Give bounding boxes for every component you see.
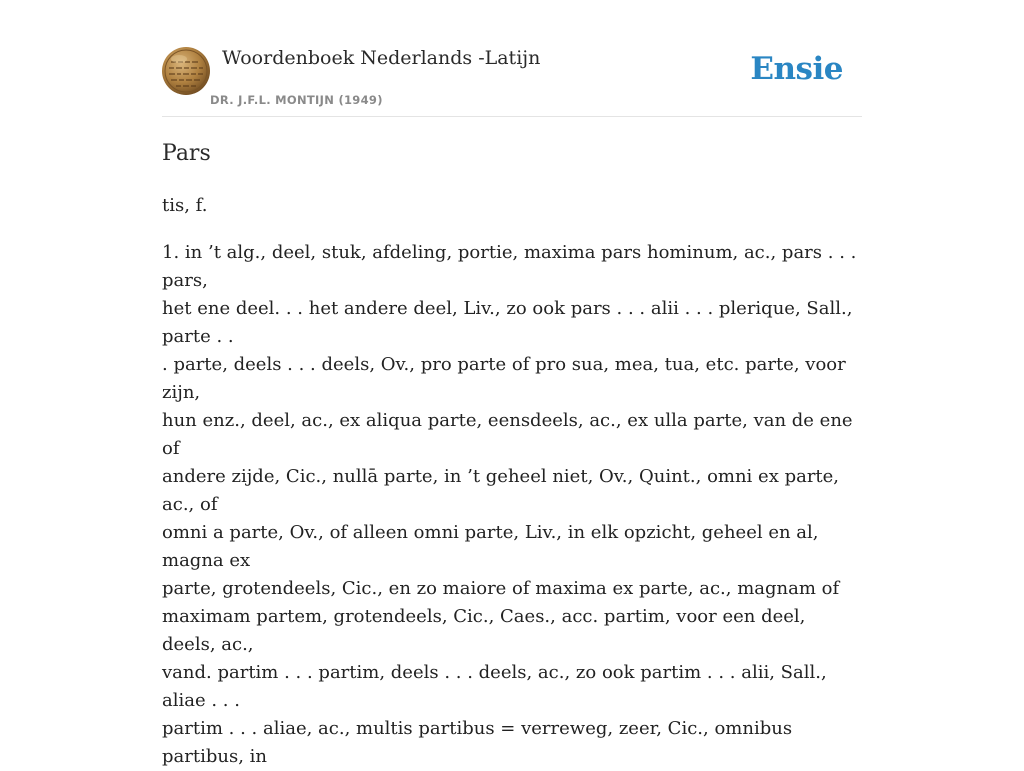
entry-body-line: het ene deel. . . het andere deel, Liv., zo ook pars . . . alii . . . plerique, Sall., parte . . [162, 298, 853, 347]
book-title[interactable]: Woordenboek Nederlands -Latijn [222, 47, 541, 69]
entry-body-line: . parte, deels . . . deels, Ov., pro parte of pro sua, mea, tua, etc. parte, voor zijn, [162, 354, 846, 403]
entry-body [162, 239, 862, 771]
page [162, 0, 862, 767]
brand-logo[interactable]: Ensie [750, 51, 843, 87]
header [162, 0, 862, 117]
entry-body-line: andere zijde, Cic., nullā parte, in ’t geheel niet, Ov., Quint., omni ex parte, ac., of [162, 466, 840, 515]
entry-body-line: vand. partim . . . partim, deels . . . deels, ac., zo ook partim . . . alii, Sall., aliae . . . [162, 662, 827, 711]
entry-body-line: maximam partem, grotendeels, Cic., Caes., acc. partim, voor een deel, deels, ac., [162, 606, 806, 655]
entry-body-line: parte, grotendeels, Cic., en zo maiore of maxima ex parte, ac., magnam of [162, 578, 840, 599]
entry-body-line: hun enz., deel, ac., ex aliqua parte, eensdeels, ac., ex ulla parte, van de ene of [162, 410, 853, 459]
entry-body-line: omni a parte, Ov., of alleen omni parte, Liv., in elk opzicht, geheel en al, magna ex [162, 522, 819, 571]
entry-grammar: tis, f. [162, 195, 208, 216]
entry-body-line: 1. in ’t alg., deel, stuk, afdeling, portie, maxima pars hominum, ac., pars . . . pars, [162, 242, 857, 291]
coin-medallion-icon[interactable] [162, 47, 210, 95]
entry-title: Pars [162, 141, 211, 166]
book-author: DR. J.F.L. MONTIJN (1949) [210, 93, 383, 107]
entry-body-line: partim . . . aliae, ac., multis partibus = verreweg, zeer, Cic., omnibus partibus, in [162, 718, 793, 767]
